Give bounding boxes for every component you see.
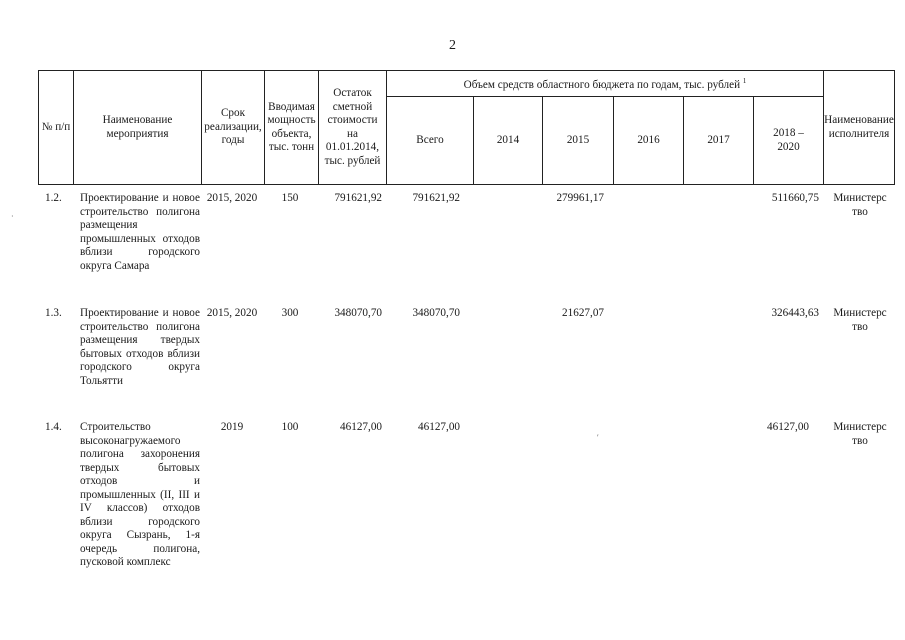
row-total: 791621,92 xyxy=(412,192,460,204)
header-2016: 2016 xyxy=(637,133,660,146)
row-term: 2015, 2020 xyxy=(206,307,258,319)
executor-text: Министерство xyxy=(833,192,887,218)
row-remainder: 791621,92 xyxy=(334,192,382,204)
header-name: Наименование мероприятия xyxy=(102,114,173,140)
executor-text: Министерство xyxy=(833,307,887,333)
row-term: 2019 xyxy=(220,421,244,433)
header-remainder: Остаток сметной стоимости на 01.01.2014, тыс. рублей xyxy=(324,87,381,167)
header-bottom-rule xyxy=(38,184,895,185)
row-2018-2020: 326443,63 xyxy=(771,307,819,319)
row-remainder: 46127,00 xyxy=(340,421,382,433)
row-executor xyxy=(824,192,896,219)
footnote-marker: 1 xyxy=(742,76,747,85)
row-capacity: 150 xyxy=(281,192,299,204)
header-2015: 2015 xyxy=(566,133,590,146)
page-number: 2 xyxy=(449,38,456,53)
row-capacity: 300 xyxy=(281,307,299,319)
row-total: 348070,70 xyxy=(412,307,460,319)
row-term: 2015, 2020 xyxy=(206,192,258,204)
row-2018-2020: 511660,75 xyxy=(771,192,819,204)
row-name: Проектирование и новое строительство полигона размещения твердых бытовых отходов вблизи городского округа Тольятти xyxy=(80,307,200,387)
row-capacity: 100 xyxy=(281,421,299,433)
row-2018-2020: 46127,00 xyxy=(767,421,809,433)
header-budget-group: Объем средств областного бюджета по годам, тыс. рублей $^1$ xyxy=(463,76,747,91)
row-executor xyxy=(824,421,896,448)
scan-speck: · xyxy=(11,212,14,221)
row-number: 1.3. xyxy=(45,307,62,319)
row-executor xyxy=(824,307,896,334)
scan-speck: ′ xyxy=(597,433,599,442)
header-num: № п/п xyxy=(41,120,71,133)
header-capacity: Вводимая мощность объекта, тыс. тонн xyxy=(267,100,316,153)
header-total: Всего xyxy=(416,133,444,146)
header-2018-2020: 2018 – 2020 xyxy=(773,127,804,153)
header-executor: Наименование исполнителя xyxy=(824,114,894,140)
row-remainder: 348070,70 xyxy=(334,307,382,319)
executor-text: Министерство xyxy=(833,421,887,447)
row-number: 1.2. xyxy=(45,192,62,204)
header-term: Срок реализации, годы xyxy=(204,107,262,147)
header-2017: 2017 xyxy=(707,133,730,146)
row-name: Строительство высоконагружаемого полигона захоронения твердых бытовых отходов и промышленных (II, III и IV классов) отходов вблизи городского округа Сызрань, 1-я очередь полигона, пусковой комплекс xyxy=(80,421,200,568)
row-name: Проектирование и новое строительство полигона размещения промышленных отходов вблизи городского округа Самара xyxy=(80,192,200,272)
header-2014: 2014 xyxy=(496,133,520,146)
row-number: 1.4. xyxy=(45,421,62,433)
row-2015: 21627,07 xyxy=(562,307,604,319)
row-total: 46127,00 xyxy=(418,421,460,433)
table-border-right xyxy=(894,70,895,184)
row-2015: 279961,17 xyxy=(556,192,604,204)
